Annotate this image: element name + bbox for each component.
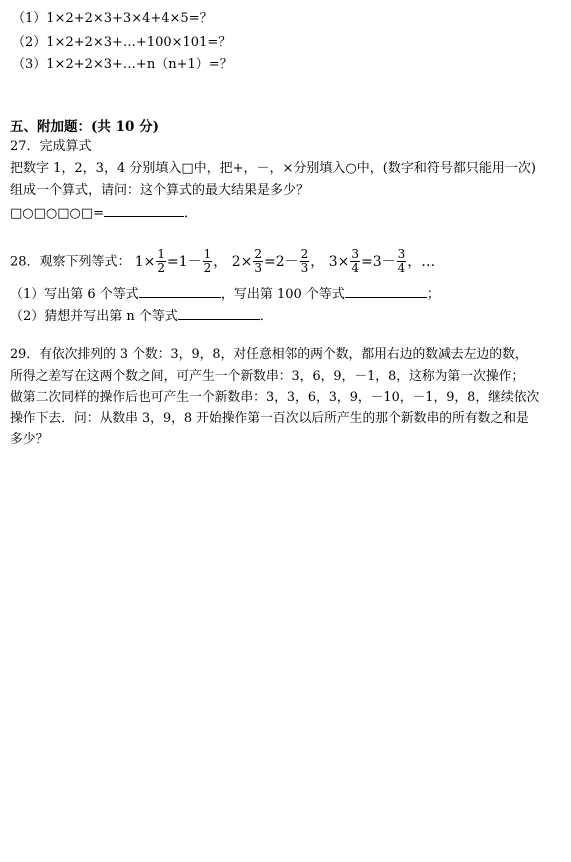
answer-blank-nth[interactable] [178,306,260,320]
problem-1 [12,10,213,28]
separator: ， [310,253,325,270]
denominator: 2 [157,261,165,275]
equation-1 [134,247,232,275]
separator: ， [213,253,228,270]
q29-line5: 多少？ [10,432,49,447]
fraction [203,248,213,275]
semicolon: ； [426,287,440,302]
denominator: 4 [397,261,406,275]
q28-sub1 [10,284,440,304]
eq-term: =1－ [166,253,202,270]
answer-blank-100th[interactable] [345,284,427,298]
q29-line4: 操作下去．问：从数串 3，9，8 开始操作第一百次以后所产生的那个新数串的所有数之和是 [10,411,529,426]
q27-title: 27．完成算式 [10,139,92,154]
item-expression: 1×2+2×3+3×4+4×5=？ [46,11,213,26]
q29-line2: 所得之差写在这两个数之间，可产生一个新数串：3，6，9，－1，8，这称为第一次操作； [10,369,525,384]
denominator: 2 [203,261,212,275]
sub2-prompt: （2）猜想并写出第 n 个等式 [10,309,178,324]
eq-term: =3－ [361,253,396,270]
problem-2 [12,34,231,52]
equation-3 [328,247,436,275]
q28-observe-line [10,248,435,276]
answer-blank[interactable] [104,203,184,217]
q29-line1: 29．有依次排列的 3 个数：3，9，8，对任意相邻的两个数，都用右边的数减去左边的数， [10,347,528,362]
q28-sub2 [10,306,273,326]
eq-term: 3× [328,253,350,270]
item-number: （1） [12,11,47,26]
item-expression: 1×2+2×3+…+n（n+1）=？ [46,57,233,72]
period: ． [259,309,273,324]
item-number: （3） [12,57,47,72]
problem-3 [12,56,233,74]
fraction [156,248,166,275]
fraction [397,248,407,275]
q27-instruction-line2: 组成一个算式，请问：这个算式的最大结果是多少？ [10,183,310,198]
numerator: 2 [300,247,309,261]
item-number: （2） [12,35,47,50]
q28-lead: 28．观察下列等式： [10,254,131,270]
numerator: 3 [351,247,359,261]
eq-term: 2× [231,253,253,270]
equation-2 [231,247,329,275]
fraction [253,248,263,275]
denominator: 3 [300,261,309,275]
denominator: 3 [254,261,262,275]
q27-instruction-line1: 把数字 1，2，3，4 分别填入□中，把+，－，×分别填入○中，(数字和符号都只能用一次) [10,161,536,176]
separator: ，… [407,253,436,270]
period: ． [184,206,198,221]
numerator: 1 [157,247,165,261]
eq-term: =2－ [263,253,299,270]
q27-expression: □○□○□○□= [10,206,105,221]
numerator: 2 [254,247,262,261]
denominator: 4 [351,261,359,275]
sub1-prompt-b: ，写出第 100 个等式 [220,287,345,302]
fraction [350,248,360,275]
sub1-prompt-a: （1）写出第 6 个等式 [10,287,139,302]
answer-blank-6th[interactable] [139,284,221,298]
numerator: 3 [397,247,406,261]
item-expression: 1×2+2×3+…+100×101=？ [46,35,232,50]
numerator: 1 [203,247,212,261]
q29-line3: 做第二次同样的操作后也可产生一个新数串：3，3，6，3，9，－10，－1，9，8，继续依次 [10,390,540,405]
eq-term: 1× [134,253,156,270]
fraction [300,248,310,275]
section-title: 五、附加题：(共 10 分) [10,119,159,135]
q27-answer-line [10,203,197,223]
